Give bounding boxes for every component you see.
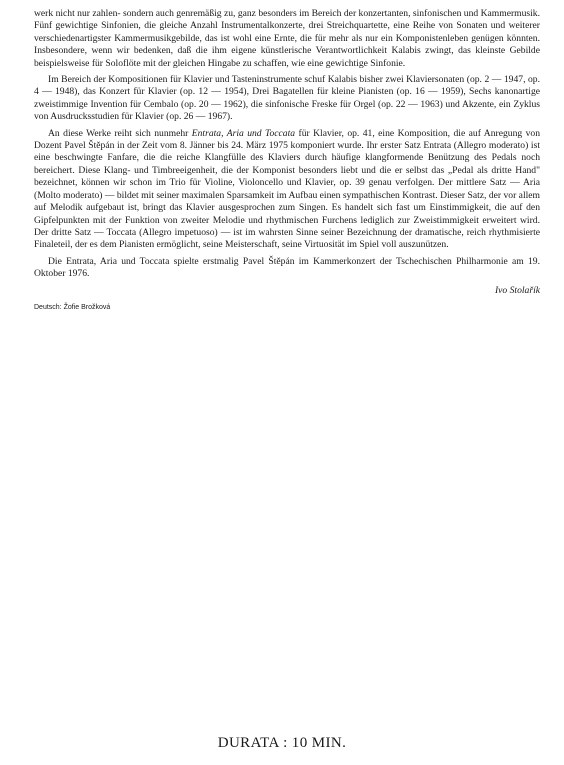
duration-label: DURATA : 10 MIN. [217,735,347,751]
author-signature: Ivo Stolařík [494,284,540,296]
paragraph-intro: werk nicht nur zahlen- sondern auch genremäßig zu, ganz besonders im Bereich der konzertanten, sinfonischen und Kammermusik. Fünf gewichtige Sinfonien, die gleiche Anzahl Instrumentalkonzerte, drei Streichquartette, eine Reihe von Sonaten und weiterer verschiedenartigster Kammermusikgebilde, das ist wohl eine Ernte, die für mehr als nur ein Komponistenleben genügen könnten. Insbesondere, wenn wir bedenken, daß die ihm eigene künstlerische Verantwortlichkeit Kalabis zwingt, das kleinste Gebilde beispielsweise für Soloflöte mit der gleichen Hingabe zu schaffen, wie eine gewichtige Sinfonie. [34,8,540,69]
paragraph-rest: für Klavier, op. 41, eine Komposition, die auf Anregung von Dozent Pavel Štěpán in der Zeit vom 8. Jänner bis 24. März 1975 komponiert wurde. Ihr erster Satz Entrata (Allegro moderato) ist eine beschwingte Fanfare, die die reiche Klangfülle des Klaviers durch häufige klangformende Benützung des Pedals noch bereichert. Diese Klang- und Timbreeigenheit, die der Komponist besonders liebt und die er selbst das „Pedal als dritte Hand" bezeichnet, können wir schon im Trio für Violine, Violoncello und Klavier, op. 39 genau verfolgen. Der mittlere Satz — Aria (Molto moderato) — bildet mit seiner maximalen Sparsamkeit im Aufbau einen sympathischen Kontrast. Dieser Satz, der vor allem auf Melodik aufgebaut ist, bringt das Klavier ausgesprochen zum Singen. Es handelt sich fast um Einstimmigkeit, die auf den Gipfelpunkten mit der Funktion von zweiter Melodie und rhythmischen Furchens lediglich zur Zweistimmigkeit erweitert wird. Der dritte Satz — Toccata (Allegro impetuoso) — ist im wahrsten Sinne seiner Bezeichnung der dramatische, reich rhythmisierte Finaleteil, der es dem Pianisten ermöglicht, seine Meisterschaft, seine Virtuosität im Spiel voll auszunützen. [34,127,540,251]
paragraph-lead: An diese Werke reiht sich nunmehr [48,127,192,139]
paragraph-piano-works: Im Bereich der Kompositionen für Klavier und Tasteninstrumente schuf Kalabis bisher zwei Klaviersonaten (op. 2 — 1947, op. 4 — 1948), das Konzert für Klavier (op. 12 — 1954), Drei Bagatellen für kleine Pianisten (op. 16 — 1959), Sechs kanonartige zweistimmige Invention für Cembalo (op. 20 — 1962), die sinfonische Freske für Orgel (op. 22 — 1963) und Akzente, ein Zyklus von Ausdrucksstudien für Klavier (op. 26 — 1967). [34,74,540,123]
paragraph-premiere: Die Entrata, Aria und Toccata spielte erstmalig Pavel Štěpán im Kammerkonzert der Tschechischen Philharmonie am 19. Oktober 1976. [34,255,540,280]
document-page [34,8,540,312]
paragraph-entrata-aria-toccata [34,128,540,252]
work-title: Entrata, Aria und Toccata [191,127,296,139]
translator-credit: Deutsch: Žofie Brožková [34,303,111,311]
